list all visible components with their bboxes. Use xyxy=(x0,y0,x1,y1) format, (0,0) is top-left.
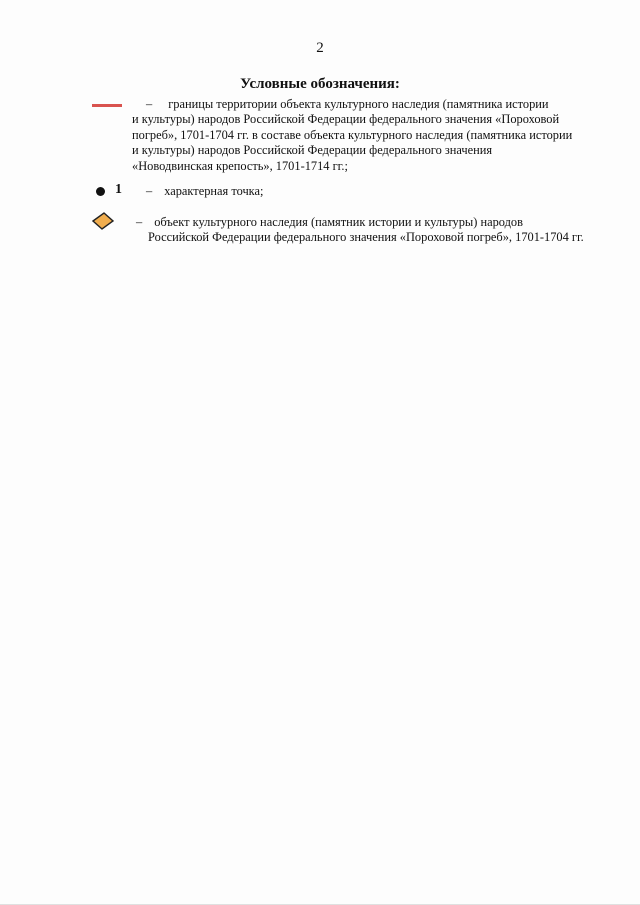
legend-text-line: и культуры) народов Российской Федерации федерального значения «Пороховой xyxy=(132,112,560,127)
point-number-label: 1 xyxy=(115,182,122,197)
legend-dash: – xyxy=(136,215,143,229)
legend-text-line: объект культурного наследия (памятник истории и культуры) народов xyxy=(154,215,523,229)
orange-diamond-icon xyxy=(91,211,115,231)
page-number: 2 xyxy=(316,40,324,56)
red-line-icon xyxy=(92,104,122,107)
legend-text: характерная точка; xyxy=(164,184,264,198)
legend-entry-point xyxy=(146,184,446,199)
legend-text-line: Российской Федерации федерального значения «Пороховой погреб», 1701-1704 гг. xyxy=(148,230,584,245)
legend-dash: – xyxy=(146,97,153,111)
legend-entry-monument xyxy=(136,215,600,246)
legend-text-line: границы территории объекта культурного наследия (памятника истории xyxy=(168,97,549,111)
legend-text-line: «Новодвинская крепость», 1701-1714 гг.; xyxy=(132,158,348,173)
legend-text-line: и культуры) народов Российской Федерации федерального значения xyxy=(132,143,493,158)
black-dot-icon xyxy=(96,187,105,196)
legend-text-line: погреб», 1701-1704 гг. в составе объекта культурного наследия (памятника истории xyxy=(132,127,573,142)
legend-dash: – xyxy=(146,184,153,198)
legend-entry-boundary xyxy=(132,97,602,174)
legend-title: Условные обозначения: xyxy=(240,76,400,92)
